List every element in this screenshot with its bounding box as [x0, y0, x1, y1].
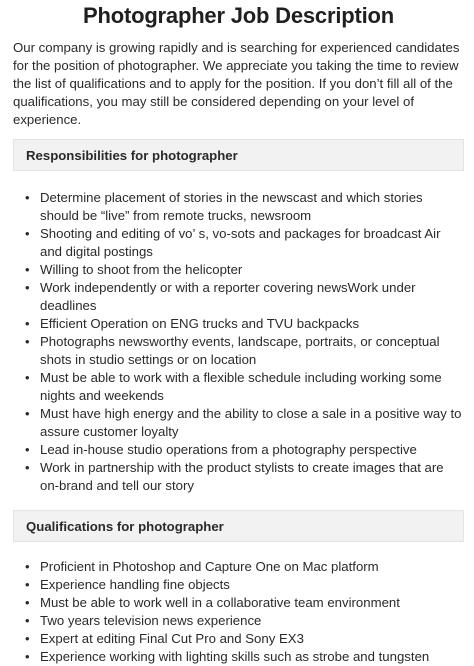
bullet-icon: • — [25, 613, 30, 628]
list-item — [25, 189, 464, 225]
list-item-text: Efficient Operation on ENG trucks and TVU backpacks — [40, 316, 360, 331]
list-item-text: Work in partnership with the product stylists to create images that are on-brand and tell our story — [40, 460, 444, 493]
responsibilities-heading: Responsibilities for photographer — [13, 139, 464, 171]
qualifications-heading: Qualifications for photographer — [13, 510, 464, 542]
bullet-icon: • — [25, 595, 30, 610]
bullet-icon: • — [25, 280, 30, 295]
bullet-icon: • — [25, 226, 30, 241]
list-item — [25, 315, 464, 333]
list-item-text: Must be able to work well in a collaborative team environment — [40, 595, 400, 610]
bullet-icon: • — [25, 316, 30, 331]
list-item — [25, 333, 464, 369]
bullet-icon: • — [25, 631, 30, 646]
bullet-icon: • — [25, 370, 30, 385]
list-item-text: Lead in-house studio operations from a photography perspective — [40, 442, 417, 457]
list-item — [25, 441, 464, 459]
list-item-text: Must have high energy and the ability to close a sale in a positive way to assure customer loyalty — [40, 406, 462, 439]
bullet-icon: • — [25, 190, 30, 205]
responsibilities-list — [13, 189, 464, 495]
list-item-text: Must be able to work with a flexible schedule including working some nights and weekends — [40, 370, 442, 403]
bullet-icon: • — [25, 460, 30, 475]
list-item — [25, 594, 464, 612]
list-item — [25, 612, 464, 630]
bullet-icon: • — [25, 577, 30, 592]
list-item — [25, 558, 464, 576]
bullet-icon: • — [25, 649, 30, 664]
list-item-text: Photographs newsworthy events, landscape, portraits, or conceptual shots in studio settings or on location — [40, 334, 440, 367]
list-item-text: Experience handling fine objects — [40, 577, 230, 592]
list-item-text: Determine placement of stories in the newscast and which stories should be “live” from remote trucks, newsroom — [40, 190, 423, 223]
list-item-text: Proficient in Photoshop and Capture One on Mac platform — [40, 559, 379, 574]
page-title: Photographer Job Description — [83, 3, 394, 28]
list-item-text: Experience working with lighting skills such as strobe and tungsten — [40, 649, 430, 664]
list-item-text: Willing to shoot from the helicopter — [40, 262, 243, 277]
list-item — [25, 225, 464, 261]
bullet-icon: • — [25, 334, 30, 349]
list-item — [25, 369, 464, 405]
list-item — [25, 279, 464, 315]
list-item — [25, 459, 464, 495]
list-item — [25, 630, 464, 648]
list-item — [25, 648, 464, 666]
qualifications-list — [13, 558, 464, 666]
bullet-icon: • — [25, 442, 30, 457]
list-item-text: Two years television news experience — [40, 613, 262, 628]
bullet-icon: • — [25, 262, 30, 277]
list-item — [25, 576, 464, 594]
intro-paragraph: Our company is growing rapidly and is searching for experienced candidates for the position of photographer. We appreciate you taking the time to review the list of qualifications and to apply for the position. If you don’t fill all of the qualifications, you may still be considered depending on your level of experience. — [13, 40, 460, 127]
list-item — [25, 405, 464, 441]
list-item-text: Shooting and editing of vo’ s, vo-sots and packages for broadcast Air and digital postings — [40, 226, 441, 259]
list-item-text: Work independently or with a reporter covering newsWork under deadlines — [40, 280, 416, 313]
bullet-icon: • — [25, 559, 30, 574]
list-item — [25, 261, 464, 279]
bullet-icon: • — [25, 406, 30, 421]
list-item-text: Expert at editing Final Cut Pro and Sony EX3 — [40, 631, 304, 646]
